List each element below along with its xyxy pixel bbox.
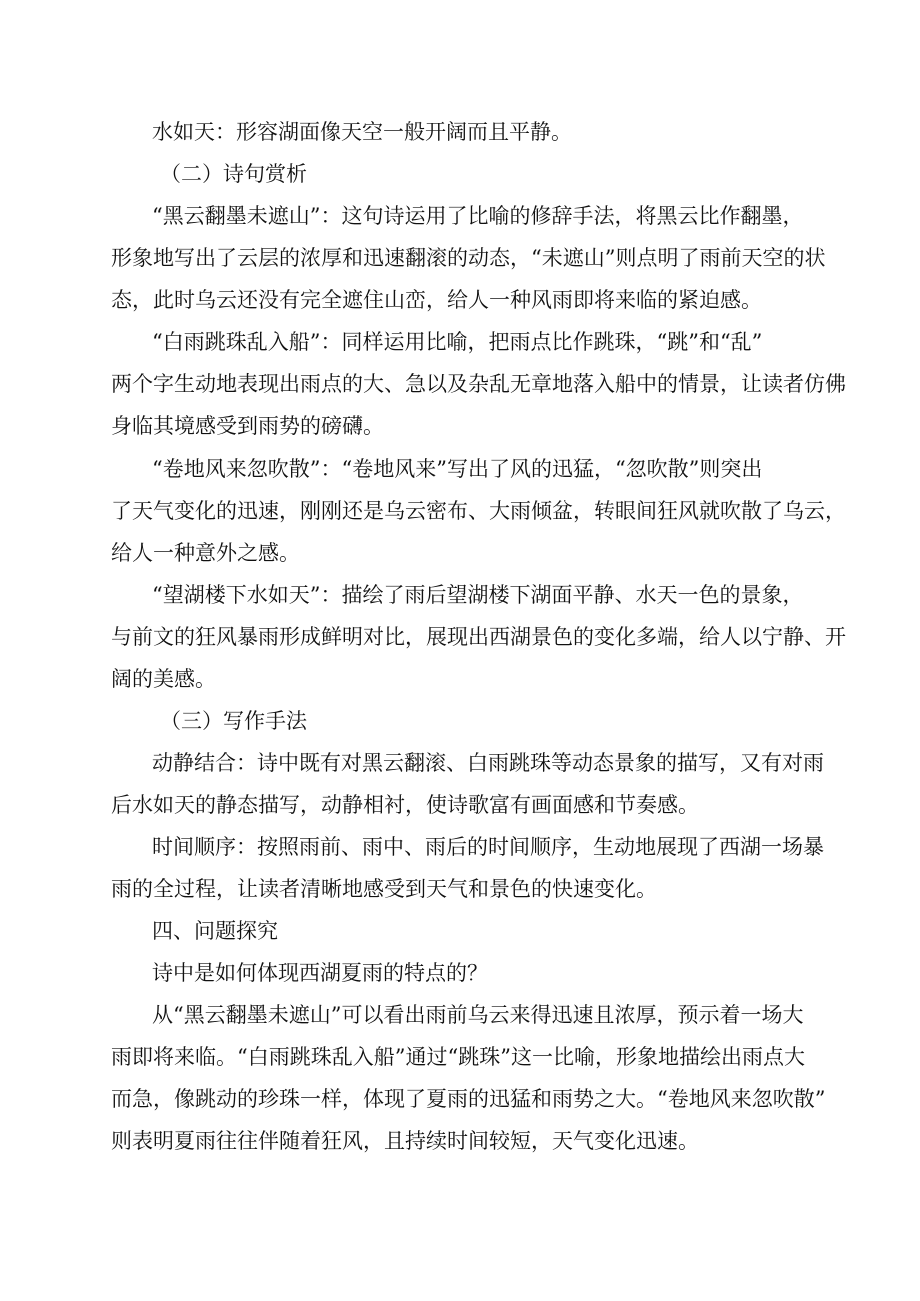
paragraph-line: 从“黑云翻墨未遮山”可以看出雨前乌云来得迅速且浓厚，预示着一场大 [152, 1003, 804, 1027]
section-heading-question-exploration: 四、问题探究 [152, 919, 278, 943]
paragraph-line: 则表明夏雨往往伴随着狂风，且持续时间较短，天气变化迅速。 [111, 1129, 699, 1153]
section-heading-poem-appreciation: （二）诗句赏析 [160, 162, 307, 186]
paragraph-line: 水如天：形容湖面像天空一般开阔而且平静。 [152, 120, 572, 144]
paragraph-line: “望湖楼下水如天”：描绘了雨后望湖楼下湖面平静、水天一色的景象， [152, 583, 804, 607]
paragraph-line: 雨的全过程，让读者清晰地感受到天气和景色的快速变化。 [111, 877, 657, 901]
paragraph-line: 后水如天的静态描写，动静相衬，使诗歌富有画面感和节奏感。 [111, 793, 699, 817]
question-line: 诗中是如何体现西湖夏雨的特点的？ [152, 961, 488, 985]
paragraph-line: 与前文的狂风暴雨形成鲜明对比，展现出西湖景色的变化多端，给人以宁静、开 [111, 625, 846, 649]
paragraph-line: “卷地风来忽吹散”：“卷地风来”写出了风的迅猛，“忽吹散”则突出 [152, 457, 763, 481]
paragraph-line: “白雨跳珠乱入船”：同样运用比喻，把雨点比作跳珠，“跳”和“乱” [152, 330, 763, 354]
paragraph-line: 雨即将来临。“白雨跳珠乱入船”通过“跳珠”这一比喻，形象地描绘出雨点大 [111, 1045, 805, 1069]
paragraph-line: “黑云翻墨未遮山”：这句诗运用了比喻的修辞手法，将黑云比作翻墨， [152, 204, 804, 228]
paragraph-line: 给人一种意外之感。 [111, 541, 300, 565]
paragraph-line: 动静结合：诗中既有对黑云翻滚、白雨跳珠等动态景象的描写，又有对雨 [152, 751, 824, 775]
paragraph-line: 而急，像跳动的珍珠一样，体现了夏雨的迅猛和雨势之大。“卷地风来忽吹散” [111, 1087, 826, 1111]
section-heading-writing-technique: （三）写作手法 [160, 709, 307, 733]
paragraph-line: 时间顺序：按照雨前、雨中、雨后的时间顺序，生动地展现了西湖一场暴 [152, 835, 824, 859]
paragraph-line: 形象地写出了云层的浓厚和迅速翻滚的动态，“未遮山”则点明了雨前天空的状 [111, 246, 826, 270]
paragraph-line: 两个字生动地表现出雨点的大、急以及杂乱无章地落入船中的情景，让读者仿佛 [111, 372, 846, 396]
paragraph-line: 身临其境感受到雨势的磅礴。 [111, 414, 384, 438]
paragraph-line: 态，此时乌云还没有完全遮住山峦，给人一种风雨即将来临的紧迫感。 [111, 288, 762, 312]
paragraph-line: 阔的美感。 [111, 667, 216, 691]
paragraph-line: 了天气变化的迅速，刚刚还是乌云密布、大雨倾盆，转眼间狂风就吹散了乌云， [111, 499, 846, 523]
